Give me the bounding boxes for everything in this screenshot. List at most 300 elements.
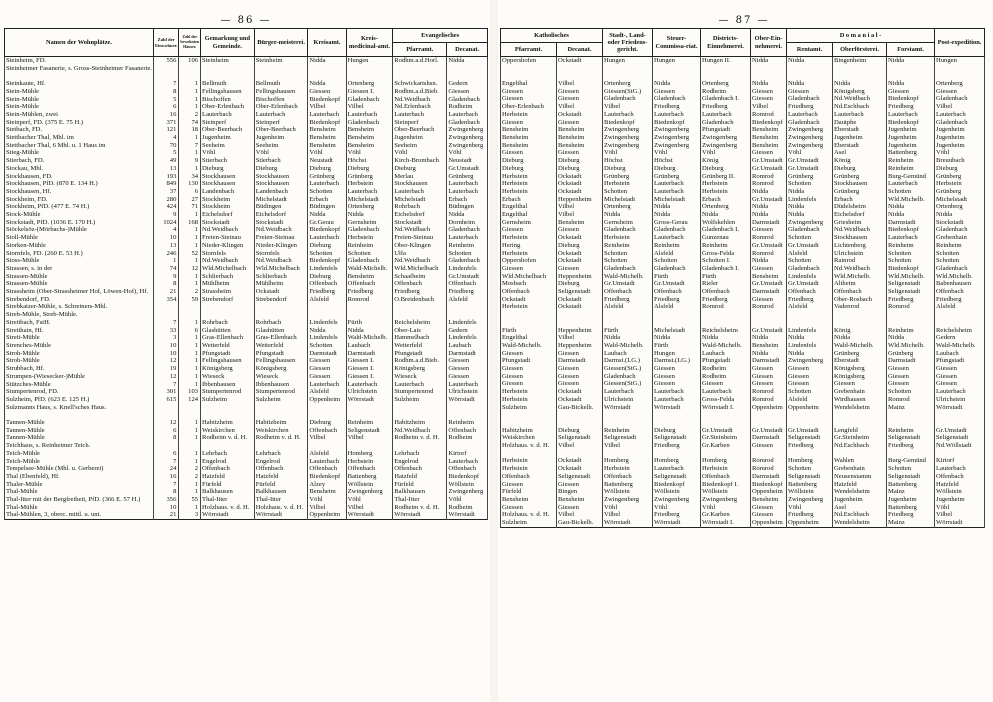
gemarkung-cell: Dieburg (201, 165, 255, 173)
kreismedizinalamt-cell: Bensheim (346, 134, 393, 142)
buergermeisterei-cell (254, 404, 308, 412)
ev-pfarramt-cell: Rodhm.a.d.Bieb. (393, 88, 447, 96)
forstamt-cell: Schotten (887, 188, 935, 196)
table-row (501, 196, 985, 204)
steuer-cell (653, 450, 701, 458)
rentamt-cell: Schotten (787, 180, 833, 188)
kath-decanat-cell: Vilbel (557, 103, 603, 111)
kreismedizinalamt-cell: Herbstein (346, 234, 393, 242)
table-row (5, 242, 488, 250)
left-page-number: — 86 — (220, 15, 272, 26)
post-cell: Jugenheim (935, 134, 985, 142)
districts-cell: Pfungstadt (701, 357, 751, 365)
ev-decanat-cell: Gladenbach (447, 257, 488, 265)
steuer-cell: Vöhl (653, 149, 701, 157)
col-header-post: Post-expedition. (935, 29, 985, 57)
table-row (5, 265, 488, 273)
right-page (500, 14, 988, 528)
districts-cell: Rieler (701, 280, 751, 288)
place-name-cell: Strassen-Mühle (5, 273, 154, 281)
kreisamt-cell: Vilbel (308, 504, 346, 512)
oberein-cell: Romrod (751, 396, 787, 404)
oberfoersterei-cell: Altheim (833, 280, 887, 288)
einwohner-cell (153, 72, 178, 80)
rentamt-cell (787, 72, 833, 80)
gericht-cell: Seligenstadt (603, 434, 653, 442)
kreisamt-cell: Biedenkopf (308, 226, 346, 234)
haeuser-cell: 106 (179, 57, 201, 65)
oberfoersterei-cell: Giessen (833, 380, 887, 388)
post-cell: Nidda (935, 211, 985, 219)
haeuser-cell: 1 (179, 103, 201, 111)
gericht-cell: Alsfeld (603, 303, 653, 311)
table-row (501, 365, 985, 373)
kreisamt-cell: Nidda (308, 57, 346, 65)
kreismedizinalamt-cell: Homberg (346, 450, 393, 458)
haeuser-cell: 1 (179, 234, 201, 242)
kreisamt-cell: Lauterbach (308, 111, 346, 119)
gemarkung-cell: Rodheim v. d. H. (201, 434, 255, 442)
kreisamt-cell (308, 404, 346, 412)
ev-pfarramt-cell: Königsberg (393, 365, 447, 373)
table-row (501, 473, 985, 481)
haeuser-cell: 1 (179, 488, 201, 496)
ev-pfarramt-cell: Wörrstadt (393, 511, 447, 519)
steuer-cell: Grünberg (653, 173, 701, 181)
table-row (501, 180, 985, 188)
ev-pfarramt-cell (393, 65, 447, 73)
kath-pfarramt-cell: Herbstein (501, 388, 557, 396)
kath-decanat-cell: Gau-Bickelh. (557, 404, 603, 412)
kreismedizinalamt-cell: Gernsheim (346, 219, 393, 227)
kreisamt-cell (308, 411, 346, 419)
table-row (501, 481, 985, 489)
kath-pfarramt-cell: Herbstein (501, 465, 557, 473)
haeuser-cell: 1 (179, 373, 201, 381)
oberein-cell (751, 311, 787, 319)
ev-pfarramt-cell: Wieseck (393, 373, 447, 381)
place-name-cell: Stieg-Mühle (5, 149, 154, 157)
haeuser-cell: 124 (179, 396, 201, 404)
forstamt-cell (887, 450, 935, 458)
steuer-cell: Zwingenberg (653, 142, 701, 150)
oberfoersterei-cell: Grünberg (833, 350, 887, 358)
ev-decanat-cell: Gladenbach (447, 119, 488, 127)
rentamt-cell: Vöhl (787, 504, 833, 512)
place-name-cell: Steinkaute, Hf. (5, 80, 154, 88)
einwohner-cell: 10 (153, 342, 178, 350)
oberfoersterei-cell: Eberstadt (833, 357, 887, 365)
oberfoersterei-cell: Eberstadt (833, 142, 887, 150)
kath-decanat-cell: Ockstadt (557, 234, 603, 242)
table-row (501, 211, 985, 219)
steuer-cell: Friedberg (653, 442, 701, 450)
rentamt-cell: Nidda (787, 350, 833, 358)
steuer-cell (653, 311, 701, 319)
kreisamt-cell: Alsfeld (308, 388, 346, 396)
oberfoersterei-cell: Eichelsdorf (833, 211, 887, 219)
ev-decanat-cell: Lauterbach (447, 458, 488, 466)
place-name-cell: Storken-Mühle (5, 242, 154, 250)
place-name-cell: Stroh-Mühle (5, 357, 154, 365)
einwohner-cell: 556 (153, 57, 178, 65)
steuer-cell: Reinheim (653, 242, 701, 250)
rentamt-cell: Lindenfels (787, 273, 833, 281)
forstamt-cell: Reinheim (887, 242, 935, 250)
buergermeisterei-cell: Nd.Weidbach (254, 257, 308, 265)
kreisamt-cell: Giessen (308, 88, 346, 96)
ev-decanat-cell: Vöhl (447, 149, 488, 157)
rentamt-cell: Lindenfels (787, 327, 833, 335)
districts-cell (701, 319, 751, 327)
table-row (501, 173, 985, 181)
oberfoersterei-cell: Dieburg (833, 165, 887, 173)
ev-decanat-cell: Gladenbach (447, 226, 488, 234)
table-row (5, 273, 488, 281)
steuer-cell: Gladenbach (653, 95, 701, 103)
table-row (501, 134, 985, 142)
table-row (5, 511, 488, 519)
einwohner-cell: 10 (153, 504, 178, 512)
kreisamt-cell: Nidda (308, 211, 346, 219)
haeuser-cell: 3 (179, 511, 201, 519)
kath-pfarramt-cell: Giessen (501, 481, 557, 489)
ev-decanat-cell: Darmstadt (447, 350, 488, 358)
oberfoersterei-cell: Nd.Weidbach (833, 95, 887, 103)
haeuser-cell: 168 (179, 219, 201, 227)
place-name-cell: Strebkatzer-Mühle, s. Schreiners-Mhl. (5, 303, 154, 311)
gericht-cell: Lauterbach (603, 388, 653, 396)
post-cell: Gladenbach (935, 95, 985, 103)
ev-decanat-cell: Nidda (447, 57, 488, 65)
place-name-cell: Stockstadt, PfD. (1036 E. 170 H.) (5, 219, 154, 227)
kath-decanat-cell: Ockstadt (557, 257, 603, 265)
gemarkung-cell: Strassheim (201, 288, 255, 296)
haeuser-cell (179, 311, 201, 319)
forstamt-cell: Nidda (887, 203, 935, 211)
kreisamt-cell: Bensheim (308, 142, 346, 150)
kreisamt-cell (308, 311, 346, 319)
oberfoersterei-cell: Wendelsheim (833, 519, 887, 527)
kreismedizinalamt-cell: Hungen (346, 57, 393, 65)
haeuser-cell: 1 (179, 419, 201, 427)
einwohner-cell (153, 65, 178, 73)
oberfoersterei-cell: Ulrichstein (833, 250, 887, 258)
kath-decanat-cell: Ockstadt (557, 173, 603, 181)
left-page (4, 14, 488, 520)
kath-pfarramt-cell: Giessen (501, 88, 557, 96)
kath-decanat-cell: Ockstadt (557, 296, 603, 304)
oberfoersterei-cell: Gr.Steinheim (833, 434, 887, 442)
einwohner-cell: 70 (153, 142, 178, 150)
kath-pfarramt-cell: Erbach (501, 196, 557, 204)
table-row (501, 88, 985, 96)
place-name-cell: Streitbach, FstH. (5, 319, 154, 327)
haeuser-cell (179, 404, 201, 412)
einwohner-cell: 615 (153, 396, 178, 404)
kath-pfarramt-cell (501, 419, 557, 427)
ev-pfarramt-cell: Dieburg (393, 165, 447, 173)
oberfoersterei-cell (833, 411, 887, 419)
oberfoersterei-cell: Stockhausen (833, 234, 887, 242)
place-name-cell: Sulzmanns Haus, s. Knell'sches Haus. (5, 404, 154, 412)
steuer-cell (653, 411, 701, 419)
haeuser-cell: 1 (179, 88, 201, 96)
kath-decanat-cell: Vilbel (557, 442, 603, 450)
oberfoersterei-cell: Ober-Rosbach (833, 296, 887, 304)
oberfoersterei-cell (833, 311, 887, 319)
post-cell: Ortenberg (935, 80, 985, 88)
forstamt-cell: Friedberg (887, 511, 935, 519)
table-row (5, 327, 488, 335)
kath-decanat-cell: Dieburg (557, 242, 603, 250)
forstamt-cell: Nidda (887, 211, 935, 219)
kreismedizinalamt-cell: Herbstein (346, 180, 393, 188)
einwohner-cell: 4 (153, 134, 178, 142)
buergermeisterei-cell (254, 72, 308, 80)
kath-decanat-cell: Bensheim (557, 219, 603, 227)
steuer-cell (653, 319, 701, 327)
kreismedizinalamt-cell: Dieburg (346, 165, 393, 173)
districts-cell: Gladenbach (701, 119, 751, 127)
ev-pfarramt-cell: Rodheim v. d. H. (393, 434, 447, 442)
gericht-cell: Homberg (603, 457, 653, 465)
einwohner-cell: 12 (153, 357, 178, 365)
table-row (5, 65, 488, 73)
ev-decanat-cell: Vöhl (447, 496, 488, 504)
forstamt-cell: Wld.Michelb. (887, 196, 935, 204)
oberfoersterei-cell: Königsberg (833, 88, 887, 96)
steuer-cell: Biedenkopf (653, 119, 701, 127)
post-cell: Ulrichstein (935, 396, 985, 404)
ev-decanat-cell (447, 65, 488, 73)
ev-decanat-cell: Zwingenberg (447, 142, 488, 150)
forstamt-cell (887, 319, 935, 327)
table-row (501, 296, 985, 304)
gemarkung-cell (201, 72, 255, 80)
gericht-cell: Michelstadt (603, 196, 653, 204)
steuer-cell: Hungen (653, 57, 701, 65)
oberein-cell: Giessen (751, 511, 787, 519)
steuer-cell: Lauterbach (653, 188, 701, 196)
rentamt-cell: Giessen (787, 373, 833, 381)
districts-cell: Gladenbach I. (701, 226, 751, 234)
districts-cell: Reichelsheim (701, 327, 751, 335)
kath-decanat-cell: Heppenheim (557, 273, 603, 281)
kreismedizinalamt-cell (346, 303, 393, 311)
place-name-cell: Streb-Mühle, Streb-Mühle. (5, 311, 154, 319)
steuer-cell: Biedenkopf (653, 481, 701, 489)
table-row (501, 519, 985, 527)
place-name-cell: Stützches-Mühle (5, 381, 154, 389)
forstamt-cell: Friedberg (887, 103, 935, 111)
post-cell: Dieburg (935, 165, 985, 173)
einwohner-cell: 16 (153, 473, 178, 481)
haeuser-cell: 103 (179, 388, 201, 396)
gericht-cell (603, 65, 653, 73)
table-row (501, 265, 985, 273)
rentamt-cell: Battenberg (787, 481, 833, 489)
einwohner-cell: 74 (153, 265, 178, 273)
gericht-cell (603, 411, 653, 419)
table-row (5, 481, 488, 489)
einwohner-cell: 193 (153, 173, 178, 181)
ev-decanat-cell: Offenbach (447, 280, 488, 288)
forstamt-cell: Jugenheim (887, 496, 935, 504)
kreismedizinalamt-cell (346, 72, 393, 80)
kreismedizinalamt-cell: Gladenbach (346, 119, 393, 127)
col-header-kath-pfarramt: Pfarramt. (501, 43, 557, 57)
ev-pfarramt-cell: Michelstadt (393, 196, 447, 204)
kath-decanat-cell: Seligenstadt (557, 473, 603, 481)
gericht-cell: Ortenberg (603, 203, 653, 211)
oberfoersterei-cell: Neusenstamm (833, 473, 887, 481)
oberein-cell: Darmstadt (751, 473, 787, 481)
ev-pfarramt-cell: Steinperf (393, 119, 447, 127)
place-name-cell: Tannen-Mühle (5, 427, 154, 435)
place-name-cell (5, 411, 154, 419)
gericht-cell: Wald-Michelb. (603, 342, 653, 350)
kreismedizinalamt-cell: Laubach (346, 342, 393, 350)
table-row (5, 111, 488, 119)
ev-pfarramt-cell (393, 404, 447, 412)
oberfoersterei-cell: Asel (833, 149, 887, 157)
rentamt-cell: Giessen (787, 380, 833, 388)
kreismedizinalamt-cell: Michelstadt (346, 196, 393, 204)
kath-pfarramt-cell: Herbstein (501, 457, 557, 465)
gemarkung-cell: Gras-Ellenbach (201, 334, 255, 342)
gemarkung-cell: Bellmuth (201, 80, 255, 88)
districts-cell: Pfungstadt (701, 126, 751, 134)
kath-pfarramt-cell: Herbstein (501, 250, 557, 258)
buergermeisterei-cell: Freien-Steinau (254, 234, 308, 242)
einwohner-cell: 354 (153, 296, 178, 304)
buergermeisterei-cell: Michelstadt (254, 196, 308, 204)
oberfoersterei-cell (833, 450, 887, 458)
oberfoersterei-cell: Stockhausen (833, 180, 887, 188)
gericht-cell: Darmst.(LG.) (603, 357, 653, 365)
table-row (501, 219, 985, 227)
table-row (5, 442, 488, 450)
place-name-cell: Thal-Itter mit der Bergfreiheit, PfD. (366 E. 57 H.) (5, 496, 154, 504)
districts-cell: Herbstein (701, 465, 751, 473)
buergermeisterei-cell: Königsberg (254, 365, 308, 373)
forstamt-cell: Lauterbach (887, 234, 935, 242)
forstamt-cell (887, 72, 935, 80)
gemarkung-cell: Seeheim (201, 142, 255, 150)
ev-pfarramt-cell: Merlau (393, 173, 447, 181)
post-cell: Jugenheim (935, 496, 985, 504)
kath-decanat-cell: Bensheim (557, 142, 603, 150)
ev-decanat-cell (447, 442, 488, 450)
ev-pfarramt-cell: Hatzfeld (393, 473, 447, 481)
oberein-cell: Nidda (751, 203, 787, 211)
kath-decanat-cell: Ockstadt (557, 388, 603, 396)
steuer-cell (653, 419, 701, 427)
ev-decanat-cell: Ulrichstein (447, 388, 488, 396)
buergermeisterei-cell: Rodheim v. d. H. (254, 434, 308, 442)
kath-pfarramt-cell: Giessen (501, 119, 557, 127)
kath-pfarramt-cell: Engelthal (501, 211, 557, 219)
kreisamt-cell: Lindenfels (308, 319, 346, 327)
gemarkung-cell: Sulzheim (201, 396, 255, 404)
forstamt-cell: Battenberg (887, 481, 935, 489)
gemarkung-cell: Freien-Steinau (201, 234, 255, 242)
oberein-cell: Vilbel (751, 103, 787, 111)
kreisamt-cell: Erbach (308, 196, 346, 204)
place-name-cell: Stockau, Mhl. (5, 165, 154, 173)
districts-cell: Gladenbach I. (701, 95, 751, 103)
kreismedizinalamt-cell: Reinheim (346, 242, 393, 250)
districts-cell: Lauterbach (701, 388, 751, 396)
table-row (501, 103, 985, 111)
post-cell: Jugenheim (935, 126, 985, 134)
gericht-cell: Battenberg (603, 481, 653, 489)
ev-decanat-cell: Offenbach (447, 427, 488, 435)
steuer-cell: Nidda (653, 80, 701, 88)
kreismedizinalamt-cell: Giessen I. (346, 357, 393, 365)
forstamt-cell: Seligenstadt (887, 288, 935, 296)
steuer-cell (653, 72, 701, 80)
col-header-evangelisches: Evangelisches (393, 29, 488, 43)
col-header-kreisamt: Kreisamt. (308, 29, 346, 57)
table-row (5, 381, 488, 389)
districts-cell: Grünberg II. (701, 173, 751, 181)
buergermeisterei-cell: Lauterbach (254, 111, 308, 119)
oberein-cell: Biedenkopf (751, 119, 787, 127)
kreisamt-cell (308, 303, 346, 311)
table-row (501, 80, 985, 88)
place-name-cell: Stockhausen, Hf. (5, 188, 154, 196)
kreismedizinalamt-cell (346, 411, 393, 419)
buergermeisterei-cell: Holzhaus. v. d. H. (254, 504, 308, 512)
haeuser-cell: 1 (179, 504, 201, 512)
rentamt-cell: Friedberg (787, 511, 833, 519)
oberfoersterei-cell: Grünberg (833, 188, 887, 196)
districts-cell: Herbstein (701, 188, 751, 196)
haeuser-cell: 2 (179, 473, 201, 481)
forstamt-cell: Friedberg (887, 296, 935, 304)
col-header-gericht: Stadt-, Land- oder Friedens-gericht. (603, 29, 653, 57)
kreisamt-cell: Büdingen (308, 203, 346, 211)
kath-decanat-cell: Giessen (557, 95, 603, 103)
districts-cell: Gross-Felda (701, 396, 751, 404)
ev-pfarramt-cell: Jugenheim (393, 134, 447, 142)
buergermeisterei-cell: Eichelsdorf (254, 211, 308, 219)
kath-decanat-cell (557, 450, 603, 458)
gemarkung-cell: Fürfeld (201, 481, 255, 489)
oberein-cell: Bensheim (751, 142, 787, 150)
oberfoersterei-cell: Wald-Michelb. (833, 342, 887, 350)
kath-pfarramt-cell: Giessen (501, 504, 557, 512)
kath-decanat-cell: Vilbel (557, 80, 603, 88)
place-name-cell: Tannen-Mühle (5, 419, 154, 427)
kath-pfarramt-cell: Herbstein (501, 303, 557, 311)
gemarkung-cell: Stockhausen (201, 180, 255, 188)
oberein-cell: Bensheim (751, 342, 787, 350)
kreismedizinalamt-cell: Nidda (346, 211, 393, 219)
table-row (5, 157, 488, 165)
gemarkung-cell: Königsberg (201, 365, 255, 373)
table-row (501, 95, 985, 103)
districts-cell: Vöhl (701, 149, 751, 157)
steuer-cell: Giessen (653, 380, 701, 388)
rentamt-cell: Gr.Umstadt (787, 242, 833, 250)
table-row (5, 72, 488, 80)
kreisamt-cell: Neustadt (308, 157, 346, 165)
gericht-cell: Gr.Umstadt (603, 280, 653, 288)
kath-pfarramt-cell: Giessen (501, 373, 557, 381)
